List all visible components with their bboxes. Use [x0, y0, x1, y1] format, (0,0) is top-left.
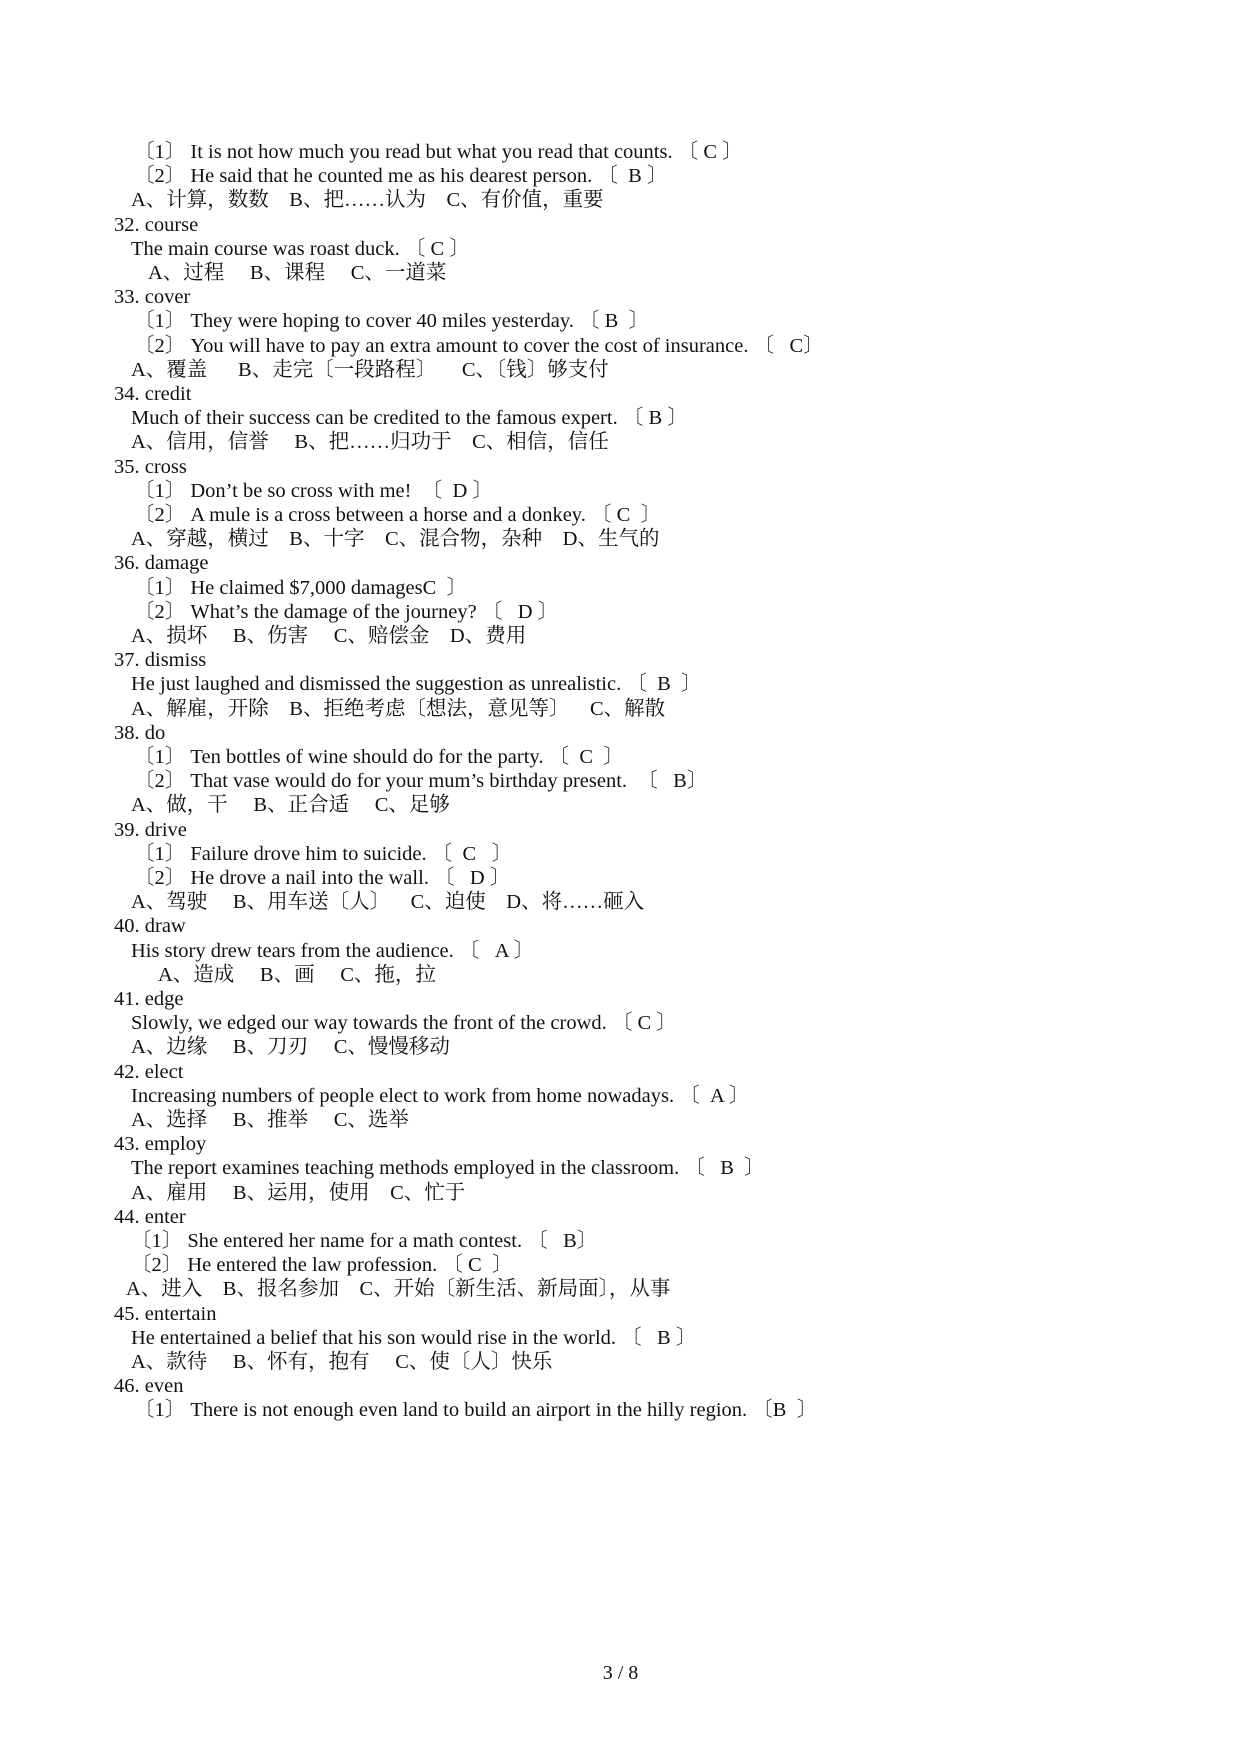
text-line: A、选择 B、推举 C、选举 — [131, 1109, 409, 1131]
text-line: 〔2〕 A mule is a cross between a horse and a donkey. 〔 C 〕 — [134, 504, 662, 526]
text-line: A、损坏 B、伤害 C、赔偿金 D、费用 — [131, 625, 527, 647]
text-line: 44. enter — [114, 1206, 186, 1228]
text-line: A、驾驶 B、用车送〔人〕 C、迫使 D、将……砸入 — [131, 891, 645, 913]
text-line: 37. dismiss — [114, 649, 207, 671]
text-line: 〔2〕 He entered the law profession. 〔 C 〕 — [131, 1254, 513, 1276]
text-line: 〔2〕 What’s the damage of the journey? 〔 D 〕 — [134, 601, 559, 623]
text-line: 〔2〕 He drove a nail into the wall. 〔 D 〕 — [134, 867, 511, 889]
text-line: 〔1〕 Don’t be so cross with me! 〔 D 〕 — [134, 480, 493, 502]
text-line: 〔1〕 Ten bottles of wine should do for the party. 〔 C 〕 — [134, 746, 624, 768]
text-line: The main course was roast duck. 〔 C 〕 — [131, 238, 470, 260]
text-line: 〔1〕 They were hoping to cover 40 miles yesterday. 〔 B 〕 — [134, 310, 650, 332]
text-line: 43. employ — [114, 1133, 207, 1155]
page-number: 3 / 8 — [602, 1662, 639, 1684]
text-line: 〔2〕 He said that he counted me as his dearest person. 〔 B 〕 — [134, 165, 668, 187]
text-line: 39. drive — [114, 819, 187, 841]
text-line: A、雇用 B、运用，使用 C、忙于 — [131, 1182, 466, 1204]
text-line: He just laughed and dismissed the suggestion as unrealistic. 〔 B 〕 — [131, 673, 702, 695]
text-line: Much of their success can be credited to the famous expert. 〔 B 〕 — [131, 407, 688, 429]
text-line: A、穿越，横过 B、十字 C、混合物，杂种 D、生气的 — [131, 528, 660, 550]
text-line: 36. damage — [114, 552, 209, 574]
text-line: 46. even — [114, 1375, 184, 1397]
text-line: 〔1〕 It is not how much you read but what you read that counts. 〔 C 〕 — [134, 141, 743, 163]
text-line: 34. credit — [114, 383, 192, 405]
text-line: 〔1〕 Failure drove him to suicide. 〔 C 〕 — [134, 843, 513, 865]
text-line: The report examines teaching methods employed in the classroom. 〔 B 〕 — [131, 1157, 765, 1179]
text-line: 32. course — [114, 214, 199, 236]
text-line: A、解雇，开除 B、拒绝考虑〔想法，意见等〕 C、解散 — [131, 698, 666, 720]
text-line: 40. draw — [114, 915, 186, 937]
text-line: 35. cross — [114, 456, 187, 478]
text-line: His story drew tears from the audience. 〔 A 〕 — [131, 940, 535, 962]
text-line: 42. elect — [114, 1061, 184, 1083]
text-line: A、覆盖 B、走完〔一段路程〕 C、〔钱〕够支付 — [131, 359, 609, 381]
text-line: A、信用，信誉 B、把……归功于 C、相信，信任 — [131, 431, 609, 453]
text-line: 〔1〕 He claimed $7,000 damagesC 〕 — [134, 577, 468, 599]
text-line: A、过程 B、课程 C、一道菜 — [148, 262, 447, 284]
text-line: A、造成 B、画 C、拖，拉 — [158, 964, 436, 986]
text-line: 41. edge — [114, 988, 184, 1010]
text-line: A、进入 B、报名参加 C、开始〔新生活、新局面〕，从事 — [126, 1278, 671, 1300]
text-line: 〔2〕 You will have to pay an extra amount to cover the cost of insurance. 〔 C〕 — [134, 335, 824, 357]
text-line: 〔1〕 There is not enough even land to build an airport in the hilly region. 〔B 〕 — [134, 1399, 818, 1421]
text-line: A、计算，数数 B、把……认为 C、有价值，重要 — [131, 189, 604, 211]
text-line: Slowly, we edged our way towards the front of the crowd. 〔 C 〕 — [131, 1012, 677, 1034]
text-line: Increasing numbers of people elect to work from home nowadays. 〔 A 〕 — [131, 1085, 750, 1107]
text-line: He entertained a belief that his son would rise in the world. 〔 B 〕 — [131, 1327, 697, 1349]
text-line: A、边缘 B、刀刃 C、慢慢移动 — [131, 1036, 450, 1058]
text-line: 〔1〕 She entered her name for a math contest. 〔 B〕 — [131, 1230, 598, 1252]
text-line: A、做，干 B、正合适 C、足够 — [131, 794, 450, 816]
text-line: 〔2〕 That vase would do for your mum’s birthday present. 〔 B〕 — [134, 770, 708, 792]
text-line: A、款待 B、怀有，抱有 C、使〔人〕快乐 — [131, 1351, 553, 1373]
text-line: 33. cover — [114, 286, 191, 308]
text-line: 38. do — [114, 722, 166, 744]
text-line: 45. entertain — [114, 1303, 217, 1325]
